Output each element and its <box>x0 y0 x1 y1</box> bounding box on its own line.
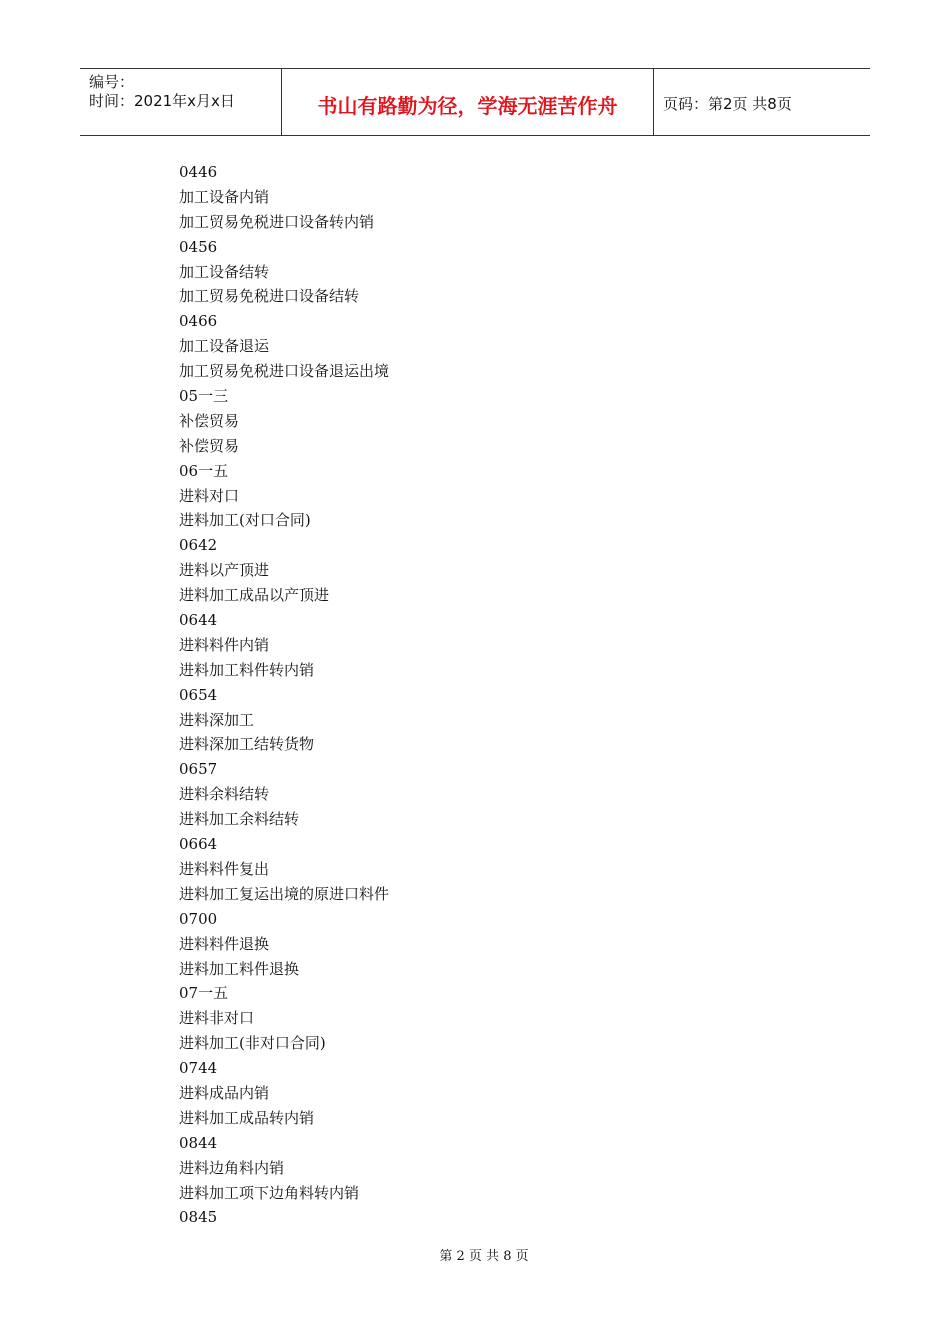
text-line: 0744 <box>179 1059 218 1078</box>
text-line: 加工贸易免税进口设备转内销 <box>179 212 375 231</box>
text-line: 进料深加工 <box>179 710 255 729</box>
text-line: 进料余料结转 <box>179 785 270 804</box>
text-line: 进料以产顶进 <box>179 561 270 580</box>
text-line: 0446 <box>179 163 218 181</box>
text-line: 进料加工(对口合同) <box>179 511 311 530</box>
text-line: 0456 <box>179 237 218 256</box>
text-line: 0642 <box>179 536 218 555</box>
document-number-label: 编号： <box>89 73 135 91</box>
text-line: 进料加工(非对口合同) <box>179 1034 326 1053</box>
text-line: 进料对口 <box>179 486 240 505</box>
text-line: 0654 <box>179 685 218 704</box>
text-line: 进料料件内销 <box>179 635 270 654</box>
text-line: 0466 <box>179 312 218 331</box>
text-line: 进料加工成品以产顶进 <box>179 586 330 605</box>
text-line: 进料加工成品转内销 <box>179 1108 315 1127</box>
text-line: 06一五 <box>179 461 229 480</box>
page-footer <box>0 1245 950 1264</box>
text-line: 0844 <box>179 1133 218 1152</box>
document-body <box>179 160 779 1230</box>
text-line: 07一五 <box>179 984 229 1003</box>
text-line: 0644 <box>179 611 218 630</box>
document-time-label: 时间：2021年x月x日 <box>89 92 235 110</box>
text-line: 进料边角料内销 <box>179 1158 285 1177</box>
text-line: 进料加工料件转内销 <box>179 660 315 679</box>
text-line: 0664 <box>179 835 218 854</box>
text-line: 进料深加工结转货物 <box>179 735 315 754</box>
text-line: 0845 <box>179 1208 218 1227</box>
text-line: 0700 <box>179 909 218 928</box>
text-line: 进料加工余料结转 <box>179 810 300 829</box>
text-line: 加工设备结转 <box>179 262 270 281</box>
page-header <box>80 68 870 136</box>
text-line: 0657 <box>179 760 218 779</box>
header-motto-cell <box>282 69 654 135</box>
text-line: 补偿贸易 <box>179 411 240 430</box>
header-motto: 书山有路勤为径，学海无涯苦作舟 <box>317 93 618 118</box>
text-line: 进料加工项下边角料转内销 <box>179 1183 360 1202</box>
header-meta-cell <box>80 69 282 135</box>
header-page-cell <box>654 69 870 135</box>
header-page-number: 页码：第2页 共8页 <box>663 94 792 113</box>
text-line: 进料料件退换 <box>179 934 270 953</box>
text-line: 加工设备内销 <box>179 187 270 206</box>
text-line: 进料加工料件退换 <box>179 959 300 978</box>
text-line: 进料非对口 <box>179 1009 255 1028</box>
text-line: 进料料件复出 <box>179 859 270 878</box>
footer-page-info: 第 2 页 共 8 页 <box>439 1249 529 1264</box>
text-line: 补偿贸易 <box>179 436 240 455</box>
text-line: 加工设备退运 <box>179 337 270 356</box>
text-line: 进料成品内销 <box>179 1083 270 1102</box>
text-line: 加工贸易免税进口设备结转 <box>179 287 360 306</box>
text-line: 加工贸易免税进口设备退运出境 <box>179 362 390 381</box>
text-line: 进料加工复运出境的原进口料件 <box>179 884 390 903</box>
text-line: 05一三 <box>179 387 229 406</box>
